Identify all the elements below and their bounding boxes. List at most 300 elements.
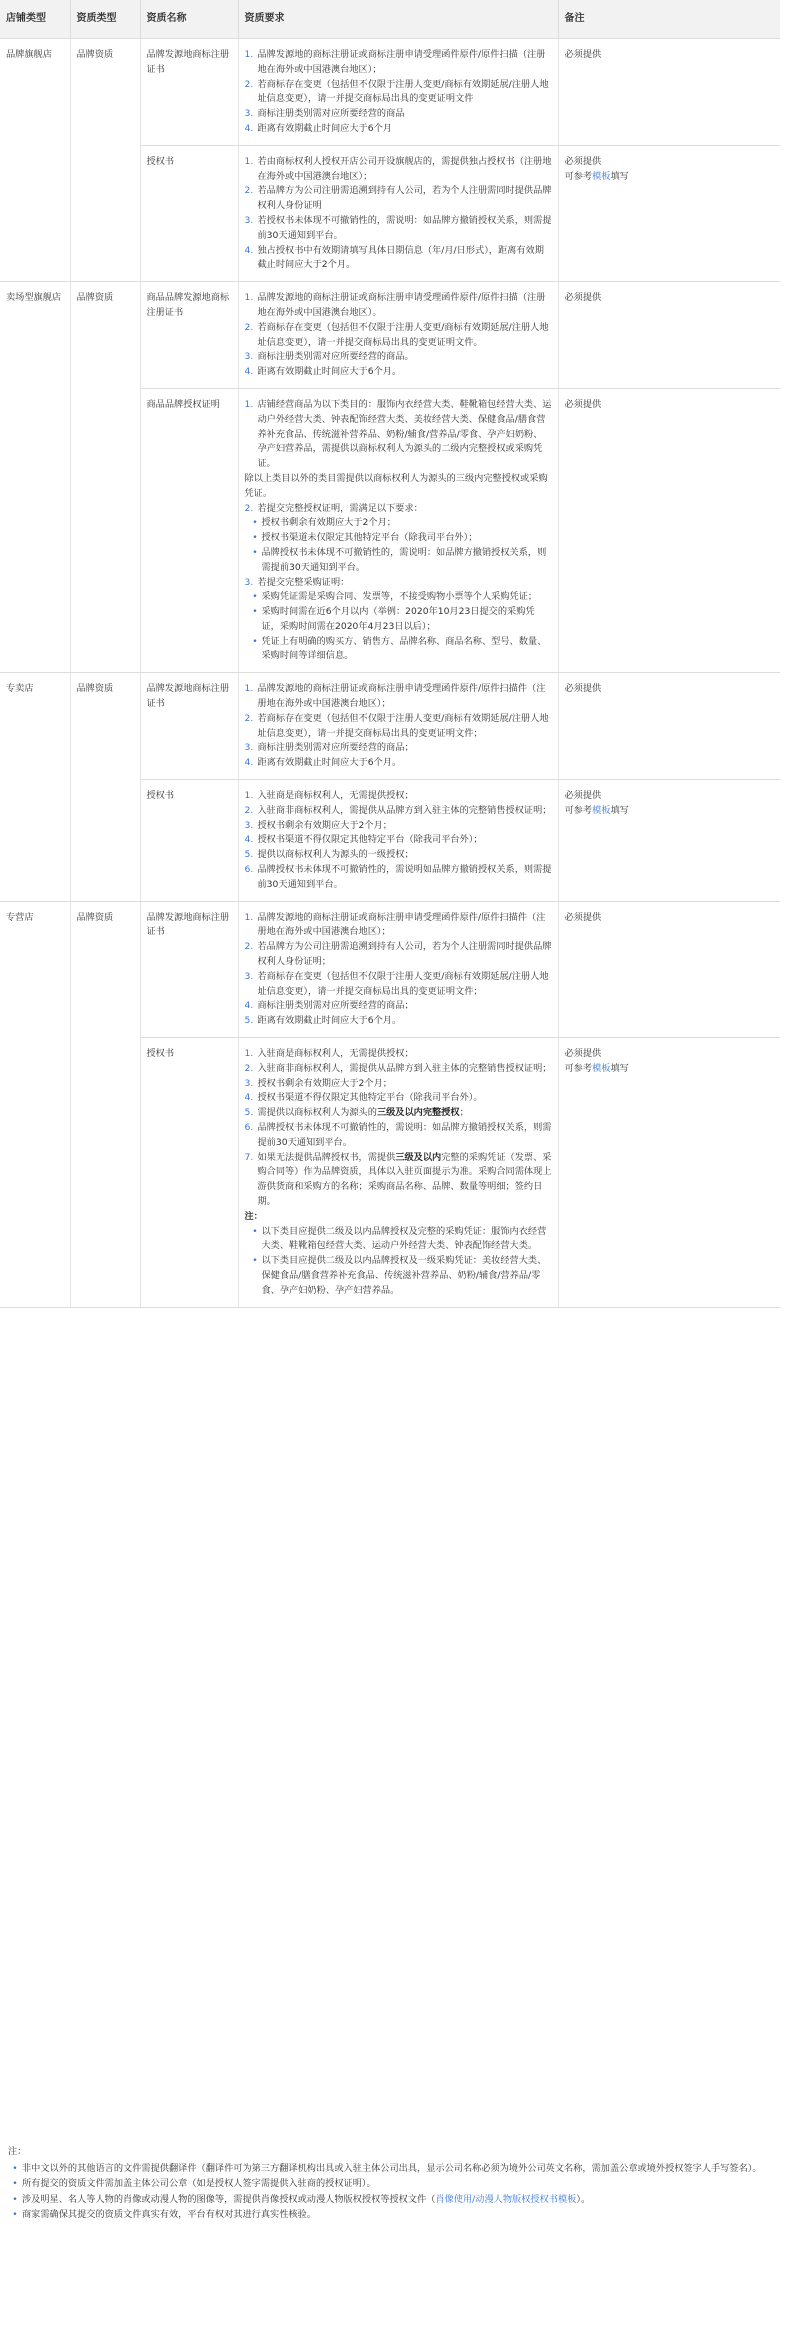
item-text-part: 若商标存在变更（包括但不仅限于注册人变更/商标有效期延展/注册人地址信息变更），请一并提交商标局出具的变更证明文件； bbox=[257, 712, 549, 739]
item-number: 5. bbox=[244, 849, 254, 861]
requirement-item bbox=[245, 712, 552, 742]
template-prefix: 可参考 bbox=[564, 1062, 593, 1074]
item-text bbox=[258, 244, 552, 274]
bullet-icon: • bbox=[252, 591, 258, 603]
requirement-item bbox=[245, 1121, 552, 1151]
note-item bbox=[8, 2176, 776, 2192]
item-text bbox=[245, 472, 552, 502]
requirement-item bbox=[245, 214, 552, 244]
qual-name-cell bbox=[140, 673, 238, 780]
item-text-part: 若授权书未体现不可撤销性的，需说明：如品牌方撤销授权关系，则需提前30天通知到平台。 bbox=[257, 214, 552, 241]
item-text bbox=[258, 321, 552, 351]
item-number: 4. bbox=[244, 757, 254, 769]
item-number: 3. bbox=[244, 1077, 254, 1089]
remark-text: 必须提供 bbox=[564, 683, 602, 695]
header-qual-name: 资质名称 bbox=[140, 0, 238, 39]
requirement-item bbox=[245, 911, 552, 941]
qual-type: 品牌资质 bbox=[76, 911, 114, 923]
item-number: 1. bbox=[244, 790, 254, 802]
item-text-part: 入驻商非商标权利人，需提供从品牌方到入驻主体的完整销售授权证明； bbox=[257, 804, 552, 816]
item-text-part: 入驻商是商标权利人，无需提供授权； bbox=[257, 790, 414, 802]
requirement-item bbox=[245, 804, 552, 819]
qual-type-cell bbox=[70, 673, 140, 780]
item-number: 2. bbox=[244, 1062, 254, 1074]
item-text bbox=[258, 1106, 469, 1121]
remark-cell bbox=[558, 901, 780, 1037]
item-number: 7. bbox=[244, 1151, 254, 1163]
store-type-cell bbox=[0, 39, 70, 146]
item-text-part: 若提交完整采购证明： bbox=[257, 576, 350, 588]
item-text-part: 品牌授权书未体现不可撤销性的，需说明：如品牌方撤销授权关系，则需提前30天通知到平台。 bbox=[257, 1122, 552, 1148]
requirement-item bbox=[245, 999, 552, 1014]
item-number: 3. bbox=[244, 108, 254, 120]
item-number: 2. bbox=[244, 502, 254, 514]
item-text bbox=[258, 911, 552, 941]
requirement-item bbox=[245, 605, 552, 635]
item-text-part: 若品牌方为公司注册需追溯到持有人公司，若为个人注册需同时提供品牌权利人身份证明； bbox=[257, 941, 552, 968]
item-number: 1. bbox=[244, 398, 254, 410]
note-text-part: ）。 bbox=[576, 2193, 591, 2205]
item-text bbox=[258, 48, 552, 78]
requirement-cell bbox=[238, 673, 558, 780]
item-text-part: ； bbox=[459, 1107, 469, 1119]
requirement-item bbox=[245, 576, 552, 591]
requirement-item bbox=[245, 833, 552, 848]
item-number: 1. bbox=[244, 911, 254, 923]
notes-list bbox=[8, 2161, 776, 2223]
qual-name: 商品品牌授权证明 bbox=[146, 398, 220, 410]
qual-type: 品牌资质 bbox=[76, 683, 114, 695]
bullet-icon: • bbox=[12, 2193, 18, 2205]
store-type-cell bbox=[0, 1038, 70, 1308]
item-number: 5. bbox=[244, 1107, 254, 1119]
template-reference bbox=[565, 170, 775, 185]
store-type-cell bbox=[0, 282, 70, 389]
item-text bbox=[258, 1121, 552, 1151]
item-text-part: 距离有效期截止时间应大于6个月 bbox=[257, 122, 392, 134]
item-text-part: 店铺经营商品为以下类目的：服饰内衣经营大类、鞋靴箱包经营大类、运动户外经营大类、钟表配饰经营大类、美妆经营大类、保健食品/膳食营养补充食品、传统滋补营养品、奶粉/辅食/营养品/零食、孕产妇奶粉、孕产妇营养品，需提供以商标权利人为源头的二级内完整授权或采购凭证。 bbox=[257, 398, 552, 470]
item-text-part: 除以上类目以外的类目需提供以商标权利人为源头的三级内完整授权或采购凭证。 bbox=[244, 472, 548, 499]
item-text-part: 若商标存在变更（包括但不仅限于注册人变更/商标有效期延展/注册人地址信息变更），请一并提交商标局出具的变更证明文件。 bbox=[257, 321, 549, 348]
requirement-item bbox=[245, 1225, 552, 1255]
header-store-type: 店铺类型 bbox=[0, 0, 70, 39]
bullet-icon: • bbox=[252, 1255, 258, 1267]
item-number: 4. bbox=[244, 1092, 254, 1104]
item-text bbox=[262, 590, 538, 605]
item-text-part: 距离有效期截止时间应大于6个月。 bbox=[257, 366, 402, 378]
item-bold-text: 三级及以内完整授权 bbox=[376, 1107, 460, 1119]
requirement-item bbox=[245, 1062, 552, 1077]
qual-name: 授权书 bbox=[146, 790, 175, 802]
item-text-part: 授权书剩余有效期应大于2个月； bbox=[261, 517, 396, 529]
store-type-cell bbox=[0, 388, 70, 672]
item-number: 2. bbox=[244, 941, 254, 953]
bullet-icon: • bbox=[12, 2209, 18, 2220]
requirement-item bbox=[245, 78, 552, 108]
template-link[interactable]: 模板 bbox=[592, 170, 611, 182]
item-number: 3. bbox=[244, 819, 254, 831]
item-text-part: 品牌授权书未体现不可撤销性的，需说明如品牌方撤销授权关系，则需提前30天通知到平台。 bbox=[257, 864, 552, 890]
requirement-item bbox=[245, 546, 552, 576]
qual-type-cell bbox=[70, 388, 140, 672]
item-number: 4. bbox=[244, 1000, 254, 1012]
requirement-item bbox=[245, 789, 552, 804]
qual-name: 品牌发源地商标注册证书 bbox=[146, 911, 230, 938]
item-text-part: 采购时间需在近6个月以内（举例：2020年10月23日提交的采购凭证，采购时间需在2020年4月23日以后）； bbox=[261, 606, 535, 632]
template-suffix: 填写 bbox=[610, 1062, 629, 1074]
requirement-item bbox=[245, 155, 552, 185]
requirement-item bbox=[245, 398, 552, 472]
qual-name: 商品品牌发源地商标注册证书 bbox=[146, 292, 230, 318]
item-text bbox=[258, 804, 552, 819]
item-text bbox=[258, 350, 414, 365]
item-text bbox=[258, 756, 402, 771]
item-text-part: 授权书剩余有效期应大于2个月； bbox=[257, 1077, 392, 1089]
requirement-item bbox=[245, 1077, 552, 1092]
item-text bbox=[258, 576, 350, 591]
table-header-row bbox=[0, 0, 780, 39]
item-number: 1. bbox=[244, 49, 254, 60]
item-text-part: 品牌发源地的商标注册证或商标注册申请受理函件原件/原件扫描（注册地在海外或中国港澳台地区）； bbox=[257, 49, 546, 75]
item-number: 2. bbox=[244, 804, 254, 816]
store-type-cell bbox=[0, 145, 70, 281]
store-type: 品牌旗舰店 bbox=[6, 49, 52, 60]
item-text bbox=[258, 940, 552, 970]
item-number: 4. bbox=[244, 244, 254, 256]
table-row bbox=[0, 145, 780, 281]
remark-text: 必须提供 bbox=[564, 49, 602, 60]
item-number: 1. bbox=[244, 683, 254, 695]
qual-name: 授权书 bbox=[146, 1048, 175, 1060]
item-text-part: 入驻商非商标权利人，需提供从品牌方到入驻主体的完整销售授权证明； bbox=[257, 1062, 552, 1074]
item-number: 2. bbox=[244, 321, 254, 333]
item-text bbox=[258, 1047, 414, 1062]
store-type-cell bbox=[0, 780, 70, 902]
qual-type-cell bbox=[70, 145, 140, 281]
header-remark: 备注 bbox=[558, 0, 780, 39]
store-type: 专营店 bbox=[6, 911, 34, 923]
item-text-part: 品牌授权书未体现不可撤销性的，需说明：如品牌方撤销授权关系，则需提前30天通知到平台。 bbox=[261, 546, 547, 573]
item-text-part: 如果无法提供品牌授权书，需提供 bbox=[257, 1151, 396, 1163]
store-type: 专卖店 bbox=[6, 683, 34, 695]
table-row bbox=[0, 39, 780, 146]
item-text-part: 授权书渠道未仅限定其他特定平台（除我司平台外）； bbox=[261, 532, 478, 544]
item-number: 2. bbox=[244, 185, 254, 197]
remark-cell bbox=[558, 673, 780, 780]
qual-name-cell bbox=[140, 145, 238, 281]
requirement-item bbox=[245, 682, 552, 712]
table-row bbox=[0, 780, 780, 902]
item-text bbox=[258, 789, 414, 804]
item-text-part: 商标注册类别需对应所要经营的商品； bbox=[257, 1000, 414, 1012]
bullet-icon: • bbox=[12, 2178, 18, 2189]
requirement-cell bbox=[238, 39, 558, 146]
remark-text: 必须提供 bbox=[564, 398, 602, 410]
item-text-part: 若商标存在变更（包括但不仅限于注册人变更/商标有效期延展/注册人地址信息变更），请一并提交商标局出具的变更证明文件； bbox=[257, 970, 549, 997]
requirement-item bbox=[245, 970, 552, 1000]
requirement-item bbox=[245, 1091, 552, 1106]
item-number: 6. bbox=[244, 864, 254, 876]
remark-text: 必须提供 bbox=[564, 1048, 602, 1060]
item-text bbox=[258, 1062, 552, 1077]
item-text-part: 品牌发源地的商标注册证或商标注册申请受理函件原件/原件扫描（注册地在海外或中国港澳台地区）。 bbox=[257, 292, 546, 318]
remark-cell bbox=[558, 1038, 780, 1308]
item-number: 4. bbox=[244, 122, 254, 134]
item-text bbox=[258, 833, 483, 848]
item-number: 3. bbox=[244, 576, 254, 588]
notes-title: 注： bbox=[8, 2146, 27, 2157]
requirement-item bbox=[245, 516, 552, 531]
item-text bbox=[258, 107, 405, 122]
item-text-part: 独占授权书中有效期请填写具体日期信息（年/月/日形式），距离有效期截止时间应大于2个月。 bbox=[257, 244, 544, 271]
item-text bbox=[258, 398, 552, 472]
item-text bbox=[262, 635, 552, 665]
item-text bbox=[258, 1014, 402, 1029]
requirement-item bbox=[245, 107, 552, 122]
template-suffix: 填写 bbox=[610, 804, 629, 816]
table-row bbox=[0, 388, 780, 672]
item-text-part: 需提供以商标权利人为源头的 bbox=[257, 1107, 377, 1119]
item-text bbox=[258, 970, 552, 1000]
item-text-part: 采购凭证需是采购合同、发票等，不接受购物小票等个人采购凭证； bbox=[261, 591, 538, 603]
item-text-part: 完整的采购凭证（发票、采购合同等）作为品牌资质，具体以入驻页面提示为准。采购合同需体现上游供货商和采购方的名称；采购商品名称、品牌、数量等明细；签约日期。 bbox=[257, 1151, 552, 1207]
note-text bbox=[22, 2161, 762, 2177]
remark-text: 必须提供 bbox=[564, 292, 602, 304]
requirement-item bbox=[245, 122, 552, 137]
item-number: 6. bbox=[244, 1122, 254, 1133]
item-bold-text: 三级及以内 bbox=[395, 1151, 442, 1163]
template-link[interactable]: 模板 bbox=[592, 1062, 611, 1074]
item-number: 3. bbox=[244, 214, 254, 226]
item-number: 2. bbox=[244, 712, 254, 724]
bullet-icon: • bbox=[252, 532, 258, 544]
qual-type-cell bbox=[70, 1038, 140, 1308]
requirement-item bbox=[245, 350, 552, 365]
requirement-item bbox=[245, 635, 552, 665]
item-text bbox=[262, 605, 552, 635]
template-reference bbox=[565, 1062, 775, 1077]
item-text bbox=[258, 78, 552, 108]
remark-text: 必须提供 bbox=[564, 911, 602, 923]
qual-type-cell bbox=[70, 901, 140, 1037]
note-text bbox=[22, 2176, 376, 2192]
requirement-item bbox=[245, 1106, 552, 1121]
store-type: 卖场型旗舰店 bbox=[6, 292, 62, 304]
note-text bbox=[22, 2192, 590, 2208]
requirement-item bbox=[245, 472, 552, 502]
item-text bbox=[258, 712, 552, 742]
requirement-item bbox=[245, 531, 552, 546]
requirement-item bbox=[245, 1254, 552, 1298]
item-text bbox=[258, 741, 414, 756]
requirement-item bbox=[245, 184, 552, 214]
bullet-icon: • bbox=[252, 1225, 258, 1237]
item-text bbox=[262, 546, 552, 576]
remark-cell bbox=[558, 145, 780, 281]
qual-type-cell bbox=[70, 39, 140, 146]
qual-name-cell bbox=[140, 901, 238, 1037]
remark-cell bbox=[558, 282, 780, 389]
item-number: 3. bbox=[244, 351, 254, 363]
item-text-part: 商标注册类别需对应所要经营的商品。 bbox=[257, 351, 414, 363]
note-item bbox=[8, 2192, 776, 2208]
item-text bbox=[258, 291, 552, 321]
requirement-cell bbox=[238, 145, 558, 281]
requirement-item bbox=[245, 365, 552, 380]
qual-name-cell bbox=[140, 388, 238, 672]
item-text bbox=[258, 999, 414, 1014]
item-text bbox=[262, 1225, 552, 1255]
note-item bbox=[8, 2207, 776, 2223]
requirement-cell bbox=[238, 388, 558, 672]
item-text bbox=[258, 184, 552, 214]
qual-name: 品牌发源地商标注册证书 bbox=[146, 683, 230, 710]
template-prefix: 可参考 bbox=[564, 804, 593, 816]
requirement-item bbox=[245, 756, 552, 771]
notes-section bbox=[8, 2144, 776, 2223]
table-row bbox=[0, 282, 780, 389]
bullet-icon: • bbox=[252, 517, 258, 529]
note-item bbox=[8, 2161, 776, 2177]
template-reference bbox=[565, 804, 775, 819]
item-number: 2. bbox=[244, 78, 254, 90]
table-row bbox=[0, 1038, 780, 1308]
item-number: 4. bbox=[244, 834, 254, 846]
requirement-item bbox=[245, 1047, 552, 1062]
item-number: 1. bbox=[244, 292, 254, 304]
requirement-item bbox=[245, 48, 552, 78]
requirement-item bbox=[245, 1014, 552, 1029]
requirement-item bbox=[245, 940, 552, 970]
item-text bbox=[258, 848, 414, 863]
item-number: 1. bbox=[244, 155, 254, 167]
item-text bbox=[258, 1151, 552, 1210]
item-text-part: 授权书渠道不得仅限定其他特定平台（除我司平台外）； bbox=[257, 834, 483, 846]
template-download-link[interactable]: 肖像使用/动漫人物版权授权书模板 bbox=[435, 2193, 577, 2205]
requirement-item bbox=[245, 819, 552, 834]
requirement-cell bbox=[238, 1038, 558, 1308]
item-text bbox=[258, 863, 552, 893]
qual-type-cell bbox=[70, 780, 140, 902]
requirement-item bbox=[245, 848, 552, 863]
template-link[interactable]: 模板 bbox=[592, 804, 611, 816]
item-text-part: 授权书剩余有效期应大于2个月； bbox=[257, 819, 392, 831]
item-text-part: 入驻商是商标权利人，无需提供授权； bbox=[257, 1048, 414, 1060]
item-text-part: 距离有效期截止时间应大于6个月。 bbox=[257, 1015, 402, 1027]
requirement-item bbox=[245, 863, 552, 893]
requirement-item bbox=[245, 1151, 552, 1210]
note-text-part: 非中文以外的其他语言的文件需提供翻译件（翻译件可为第三方翻译机构出具或入驻主体公司出具，显示公司名称必须为境外公司英文名称，需加盖公章或境外授权签字人手写签名）。 bbox=[22, 2162, 762, 2174]
item-number: 5. bbox=[244, 1015, 254, 1027]
requirement-cell bbox=[238, 282, 558, 389]
item-text-part: 若品牌方为公司注册需追溯到持有人公司，若为个人注册需同时提供品牌权利人身份证明 bbox=[257, 185, 552, 212]
table-row bbox=[0, 673, 780, 780]
requirement-item bbox=[245, 502, 552, 517]
item-text bbox=[258, 365, 402, 380]
item-text-part: 提供以商标权利人为源头的一级授权； bbox=[257, 849, 414, 861]
item-text-part: 若提交完整授权证明，需满足以下要求： bbox=[257, 502, 423, 514]
template-prefix: 可参考 bbox=[564, 170, 593, 182]
item-number: 1. bbox=[244, 1048, 254, 1060]
requirement-item bbox=[245, 741, 552, 756]
qual-name-cell bbox=[140, 282, 238, 389]
requirement-item bbox=[245, 590, 552, 605]
item-number: 3. bbox=[244, 970, 254, 982]
item-text-part: 以下类目应提供二级及以内品牌授权及一级采购凭证：美妆经营大类、保健食品/膳食营养补充食品、传统滋补营养品、奶粉/辅食/营养品/零食、孕产妇奶粉、孕产妇营养品。 bbox=[261, 1255, 547, 1296]
store-type-cell bbox=[0, 673, 70, 780]
item-text-part: 注： bbox=[244, 1210, 263, 1222]
item-text-part: 品牌发源地的商标注册证或商标注册申请受理函件原件/原件扫描件（注册地在海外或中国港澳台地区）； bbox=[257, 683, 546, 710]
item-text-part: 距离有效期截止时间应大于6个月。 bbox=[257, 757, 402, 769]
item-text-part: 品牌发源地的商标注册证或商标注册申请受理函件原件/原件扫描件（注册地在海外或中国港澳台地区）； bbox=[257, 911, 546, 938]
item-text bbox=[258, 214, 552, 244]
bullet-icon: • bbox=[252, 546, 258, 558]
remark-cell bbox=[558, 388, 780, 672]
item-text-part: 以下类目应提供二级及以内品牌授权及完整的采购凭证：服饰内衣经营大类、鞋靴箱包经营大类、运动户外经营大类、钟表配饰经营大类。 bbox=[261, 1225, 547, 1252]
remark-cell bbox=[558, 39, 780, 146]
qual-name: 品牌发源地商标注册证书 bbox=[146, 49, 230, 75]
remark-text: 必须提供 bbox=[564, 155, 602, 167]
qual-name-cell bbox=[140, 39, 238, 146]
requirement-cell bbox=[238, 901, 558, 1037]
qual-type: 品牌资质 bbox=[76, 49, 114, 60]
qual-name: 授权书 bbox=[146, 155, 175, 167]
bullet-icon: • bbox=[12, 2162, 18, 2174]
requirement-cell bbox=[238, 780, 558, 902]
item-text bbox=[258, 682, 552, 712]
remark-cell bbox=[558, 780, 780, 902]
qual-name-cell bbox=[140, 1038, 238, 1308]
item-text-part: 若商标存在变更（包括但不仅限于注册人变更/商标有效期延展/注册人地址信息变更），请一并提交商标局出具的变更证明文件 bbox=[257, 78, 549, 105]
header-qual-type: 资质类型 bbox=[70, 0, 140, 39]
qual-name-cell bbox=[140, 780, 238, 902]
item-text-part: 商标注册类别需对应所要经营的商品 bbox=[257, 108, 405, 120]
table-row bbox=[0, 901, 780, 1037]
note-text bbox=[22, 2207, 316, 2223]
item-text bbox=[258, 155, 552, 185]
header-qual-requirement: 资质要求 bbox=[238, 0, 558, 39]
item-number: 3. bbox=[244, 742, 254, 754]
note-text-part: 商家需确保其提交的资质文件真实有效，平台有权对其进行真实性核验。 bbox=[22, 2209, 316, 2220]
qual-type-cell bbox=[70, 282, 140, 389]
note-text-part: 涉及明星、名人等人物的肖像或动漫人物的图像等，需提供肖像授权或动漫人物版权授权等授权文件（ bbox=[22, 2193, 436, 2205]
item-text bbox=[258, 122, 392, 137]
item-text bbox=[262, 516, 396, 531]
item-text-part: 凭证上有明确的购买方、销售方、品牌名称、商品名称、型号、数量、采购时间等详细信息。 bbox=[261, 635, 547, 662]
item-text bbox=[245, 1210, 263, 1225]
item-text-part: 商标注册类别需对应所要经营的商品； bbox=[257, 742, 414, 754]
store-type-cell bbox=[0, 901, 70, 1037]
note-text-part: 所有提交的资质文件需加盖主体公司公章（如是授权人签字需提供入驻商的授权证明）。 bbox=[22, 2178, 376, 2189]
bullet-icon: • bbox=[252, 635, 258, 647]
item-number: 4. bbox=[244, 366, 254, 378]
template-suffix: 填写 bbox=[610, 170, 629, 182]
item-text bbox=[262, 1254, 552, 1298]
item-text bbox=[262, 531, 478, 546]
item-text bbox=[258, 502, 423, 517]
requirement-item bbox=[245, 244, 552, 274]
item-text bbox=[258, 1091, 483, 1106]
qual-type: 品牌资质 bbox=[76, 292, 114, 304]
bullet-icon: • bbox=[252, 606, 258, 618]
item-text bbox=[258, 1077, 392, 1092]
item-text-part: 授权书渠道不得仅限定其他特定平台（除我司平台外）。 bbox=[257, 1092, 483, 1104]
requirement-item bbox=[245, 321, 552, 351]
item-text-part: 若由商标权利人授权开店公司开设旗舰店的，需提供独占授权书（注册地在海外或中国港澳台地区）； bbox=[257, 155, 552, 182]
requirement-item bbox=[245, 291, 552, 321]
requirement-item bbox=[245, 1210, 552, 1225]
remark-text: 必须提供 bbox=[564, 790, 602, 802]
